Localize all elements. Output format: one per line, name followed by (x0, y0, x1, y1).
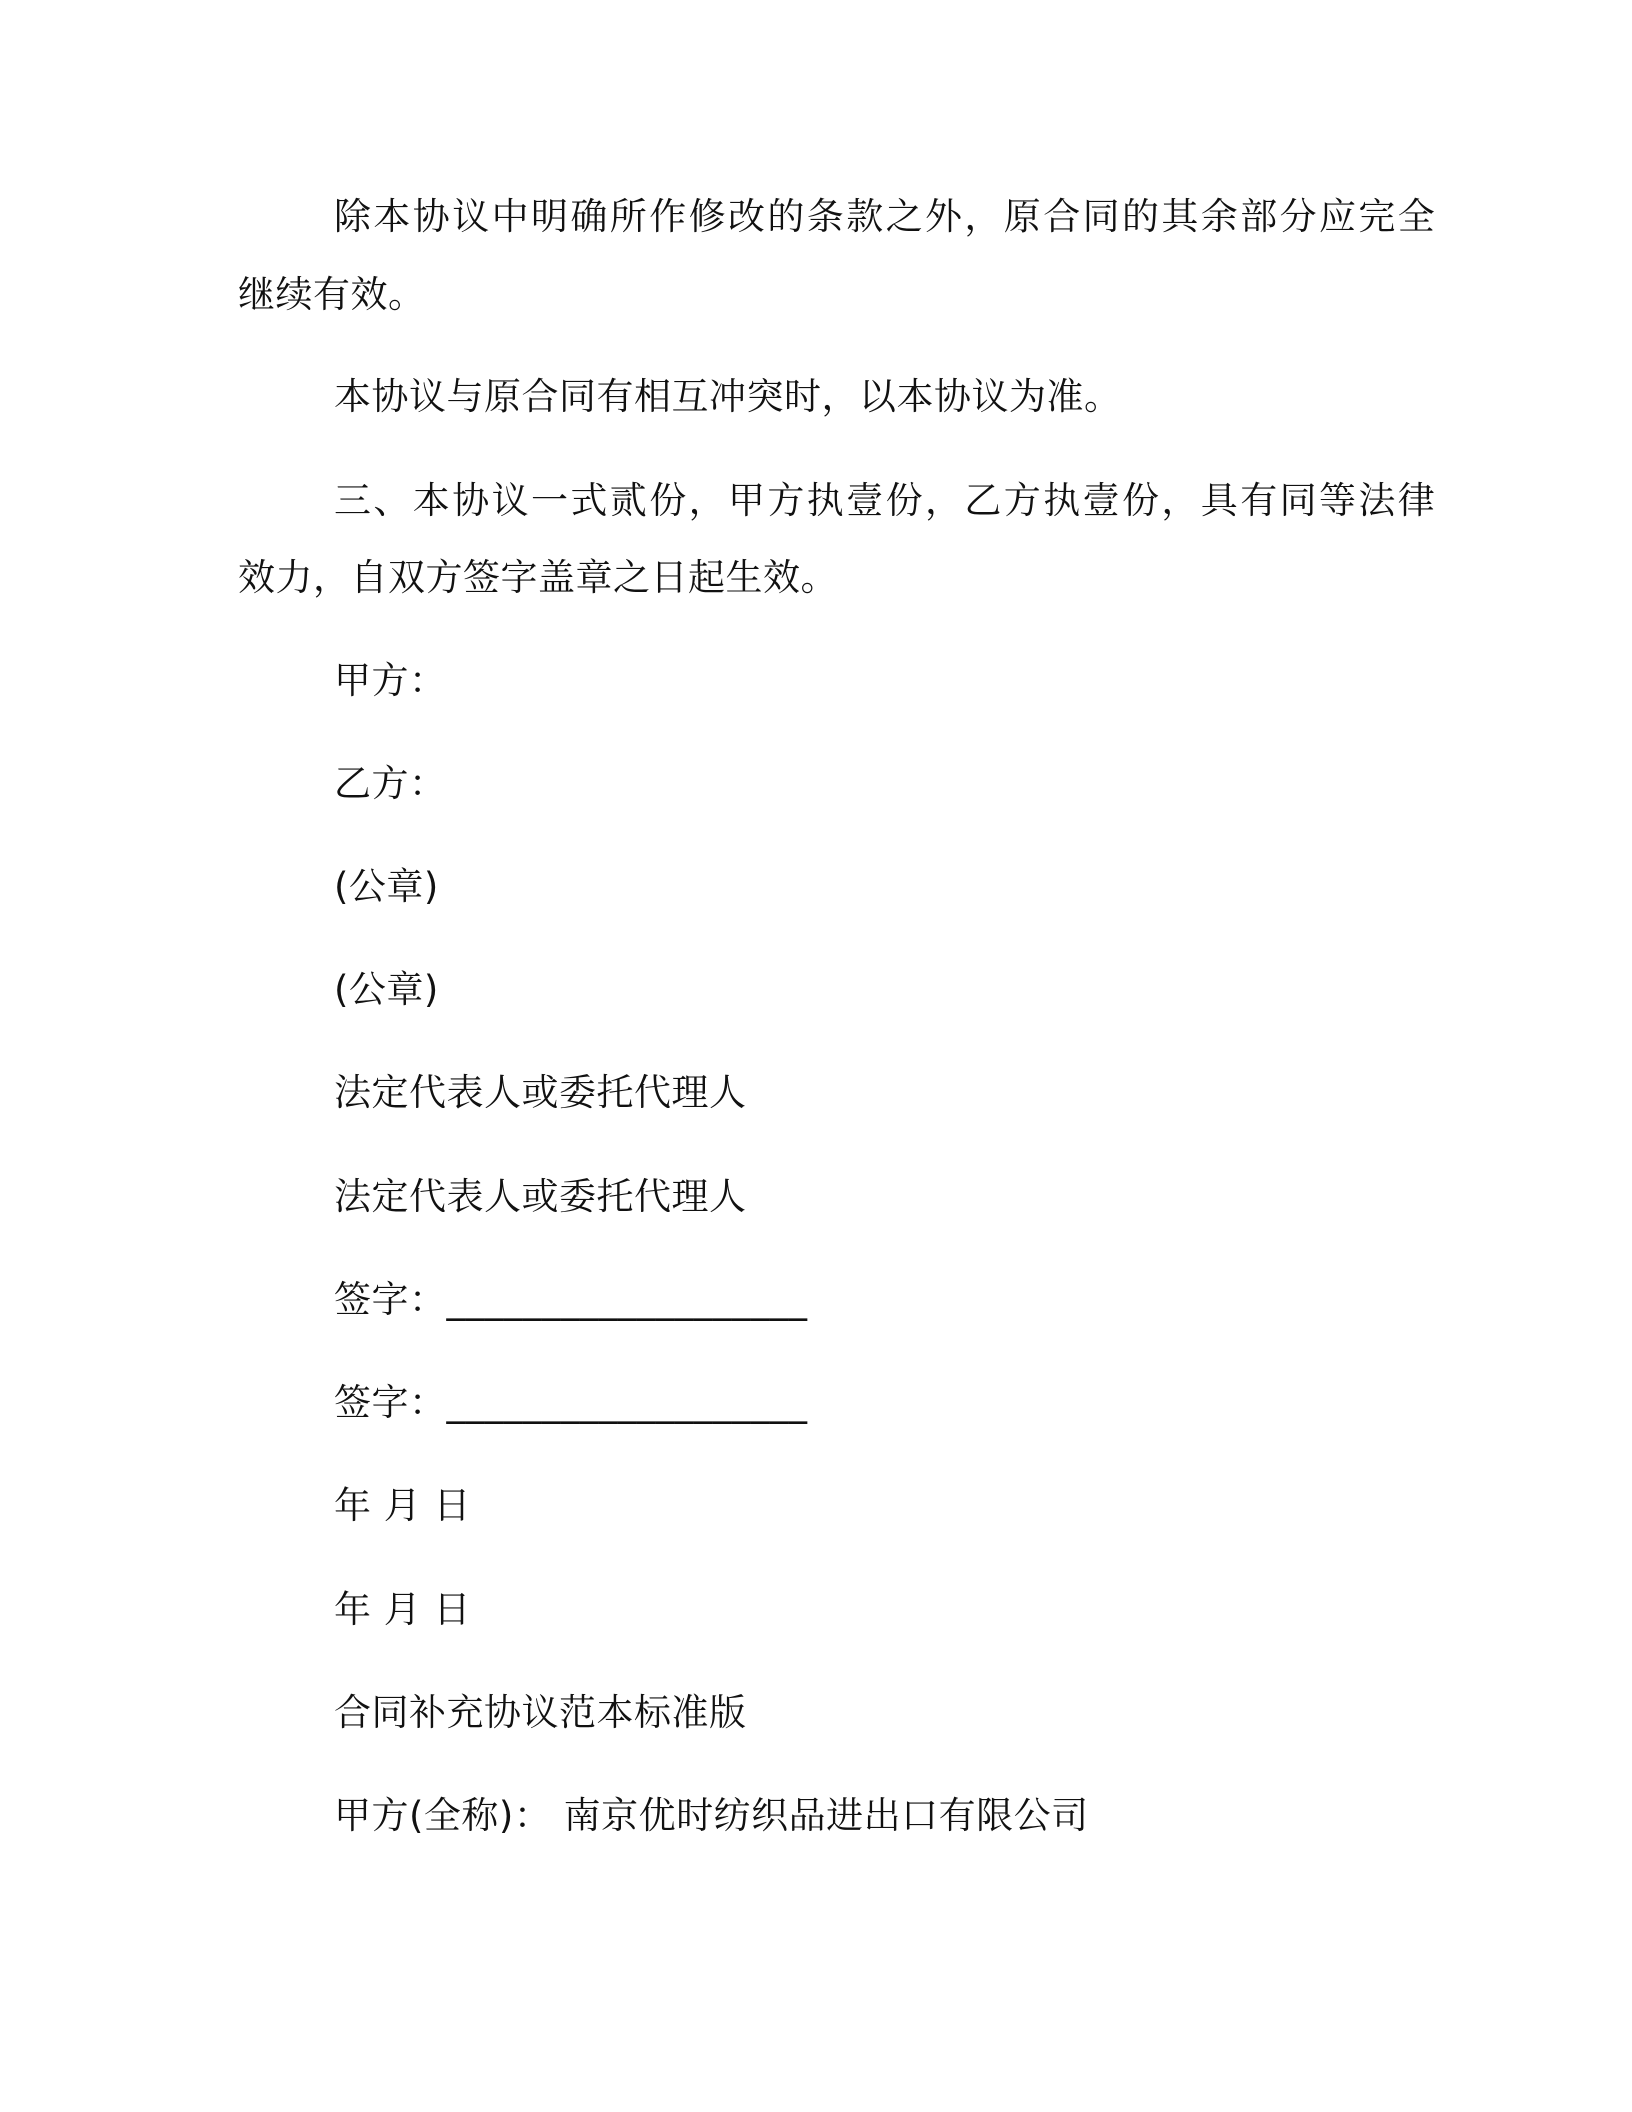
party-a-label: 甲方： (334, 659, 447, 702)
representative-a-label: 法定代表人或委托代理人 (334, 1071, 747, 1114)
paragraph-conflict-clause: 本协议与原合同有相互冲突时，以本协议为准。 (334, 375, 1122, 418)
party-a-full-name: 甲方(全称)： 南京优时纺织品进出口有限公司 (334, 1794, 1089, 1837)
representative-b-label: 法定代表人或委托代理人 (334, 1175, 747, 1218)
paragraph-remaining-terms-line-1: 除本协议中明确所作修改的条款之外，原合同的其余部分应完全 (334, 195, 1438, 238)
paragraph-remaining-terms-line-2: 继续有效。 (238, 273, 426, 316)
date-b-line: 年 月 日 (334, 1588, 472, 1631)
paragraph-copies-clause-line-1: 三、本协议一式贰份，甲方执壹份，乙方执壹份，具有同等法律 (334, 479, 1438, 522)
seal-b-label: (公章) (334, 968, 439, 1011)
signature-a-line: 签字：___________________ (334, 1278, 808, 1321)
party-b-label: 乙方： (334, 762, 447, 805)
section-title: 合同补充协议范本标准版 (334, 1691, 747, 1734)
date-a-line: 年 月 日 (334, 1484, 472, 1527)
paragraph-copies-clause-line-2: 效力，自双方签字盖章之日起生效。 (238, 556, 838, 599)
seal-a-label: (公章) (334, 865, 439, 908)
signature-b-line: 签字：___________________ (334, 1381, 808, 1424)
